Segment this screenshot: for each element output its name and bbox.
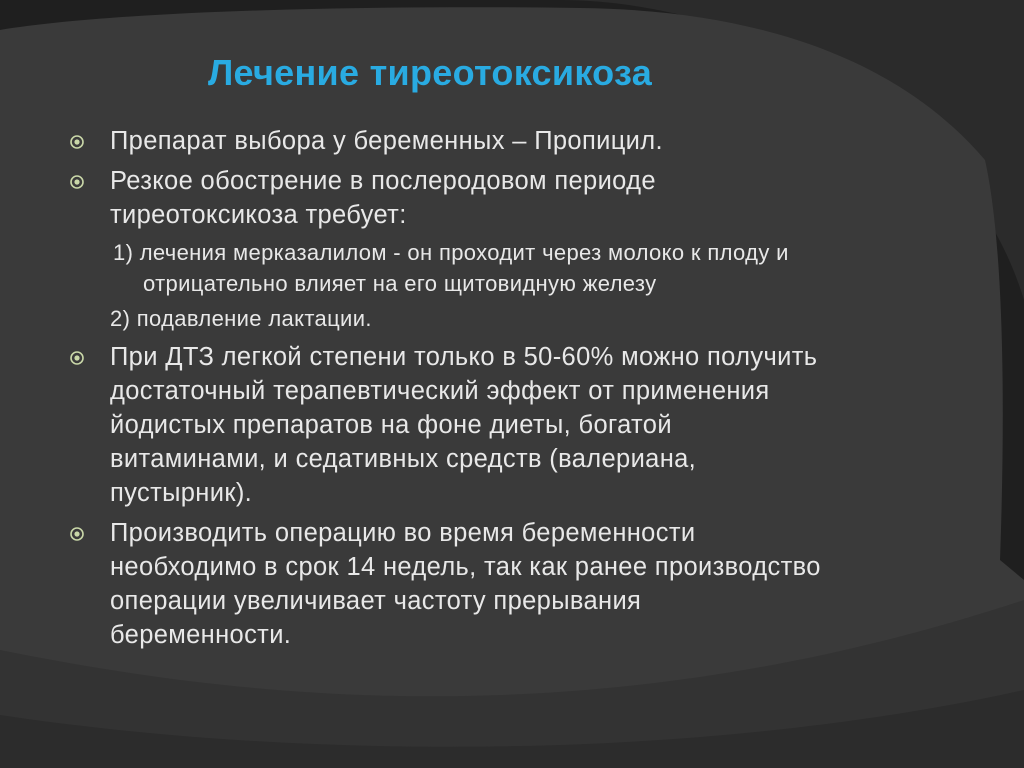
- list-item-line: операции увеличивает частоту прерывания: [110, 587, 642, 615]
- list-item-line: пустырник).: [110, 479, 253, 507]
- list-item-line: достаточный терапевтический эффект от применения: [110, 377, 770, 405]
- sub-list-item-line: отрицательно влияет на его щитовидную железу: [143, 271, 657, 296]
- list-item: [110, 340, 817, 510]
- target-circle-icon: [70, 135, 84, 149]
- list-item-line: Резкое обострение в послеродовом периоде: [110, 167, 656, 195]
- list-item-line: витаминами, и седативных средств (валериана,: [110, 445, 697, 473]
- list-item-line: Производить операцию во время беременности: [110, 519, 696, 547]
- list-item: [110, 516, 821, 652]
- sub-list-item: [113, 237, 789, 299]
- sub-list-item-line: 1) лечения мерказалилом - он проходит через молоко к плоду и: [113, 240, 789, 265]
- target-circle-icon: [70, 527, 84, 541]
- list-item-line: йодистых препаратов на фоне диеты, богатой: [110, 411, 672, 439]
- list-item-line: тиреотоксикоза требует:: [110, 201, 407, 229]
- slide-title: Лечение тиреотоксикоза: [208, 52, 653, 93]
- sub-list-item: [110, 303, 372, 334]
- sub-list-item-line: 2) подавление лактации.: [110, 306, 372, 331]
- list-item: [110, 164, 656, 232]
- target-circle-icon: [70, 175, 84, 189]
- target-circle-icon: [70, 351, 84, 365]
- list-item-line: необходимо в срок 14 недель, так как ранее производство: [110, 553, 821, 581]
- list-item: [110, 124, 663, 158]
- list-item-line: беременности.: [110, 621, 292, 649]
- list-item-line: При ДТЗ легкой степени только в 50-60% можно получить: [110, 343, 818, 371]
- list-item-line: Препарат выбора у беременных – Пропицил.: [110, 127, 663, 155]
